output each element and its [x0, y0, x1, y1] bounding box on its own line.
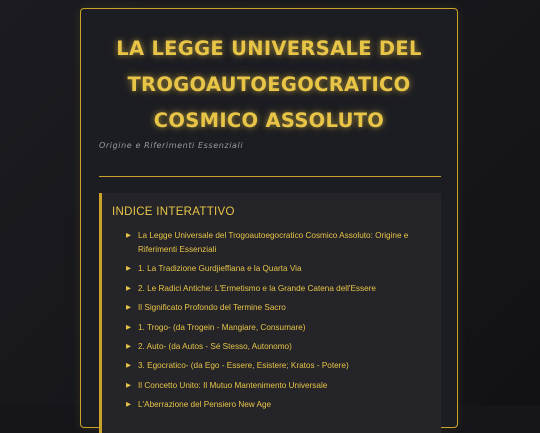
table-of-contents	[99, 193, 441, 433]
title-line-1: LA LEGGE UNIVERSALE DEL	[116, 37, 422, 60]
toc-item[interactable]	[126, 262, 426, 276]
title-line-3: COSMICO ASSOLUTO	[153, 109, 385, 132]
toc-link[interactable]: Il Significato Profondo del Termine Sacro	[138, 303, 286, 313]
play-arrow-icon: ▶	[126, 232, 131, 239]
toc-item[interactable]	[126, 282, 426, 296]
content-card	[80, 8, 458, 428]
toc-link[interactable]: La Legge Universale del Trogoautoegocratico Cosmico Assoluto: Origine e Riferimenti Essenziali	[138, 231, 409, 254]
play-arrow-icon: ▶	[126, 323, 131, 331]
toc-item[interactable]	[126, 301, 426, 315]
toc-link[interactable]: 1. La Tradizione Gurdjieffiana e la Quarta Via	[138, 264, 302, 274]
play-arrow-icon: ▶	[126, 265, 131, 273]
toc-item[interactable]	[126, 340, 426, 354]
page-subtitle: Origine e Riferimenti Essenziali	[99, 141, 244, 150]
toc-item[interactable]	[126, 359, 426, 373]
play-arrow-icon: ▶	[126, 342, 131, 350]
toc-item[interactable]	[126, 321, 426, 335]
toc-item[interactable]	[126, 379, 426, 393]
toc-link[interactable]: 2. Le Radici Antiche: L'Ermetismo e la Grande Catena dell'Essere	[138, 283, 376, 293]
toc-link[interactable]: L'Aberrazione del Pensiero New Age	[138, 400, 272, 410]
toc-link[interactable]: 1. Trogo- (da Trogein - Mangiare, Consumare)	[138, 322, 306, 332]
title-line-2: TROGOAUTOEGOCRATICO	[127, 73, 411, 96]
toc-link[interactable]: 2. Auto- (da Autos - Sé Stesso, Autonomo)	[138, 341, 292, 351]
toc-title: INDICE INTERATTIVO	[112, 206, 235, 218]
toc-item[interactable]	[126, 398, 426, 412]
gold-divider	[99, 176, 441, 177]
page-title	[81, 31, 457, 139]
play-arrow-icon: ▶	[126, 401, 131, 409]
toc-link[interactable]: Il Concetto Unito: Il Mutuo Mantenimento Universale	[138, 380, 328, 390]
toc-link[interactable]: 3. Egocratico- (da Ego - Essere, Esistere; Kratos - Potere)	[138, 361, 349, 371]
toc-item[interactable]	[126, 229, 426, 257]
play-arrow-icon: ▶	[126, 304, 131, 312]
toc-list	[126, 229, 426, 418]
play-arrow-icon: ▶	[126, 381, 131, 389]
play-arrow-icon: ▶	[126, 284, 131, 292]
play-arrow-icon: ▶	[126, 362, 131, 370]
